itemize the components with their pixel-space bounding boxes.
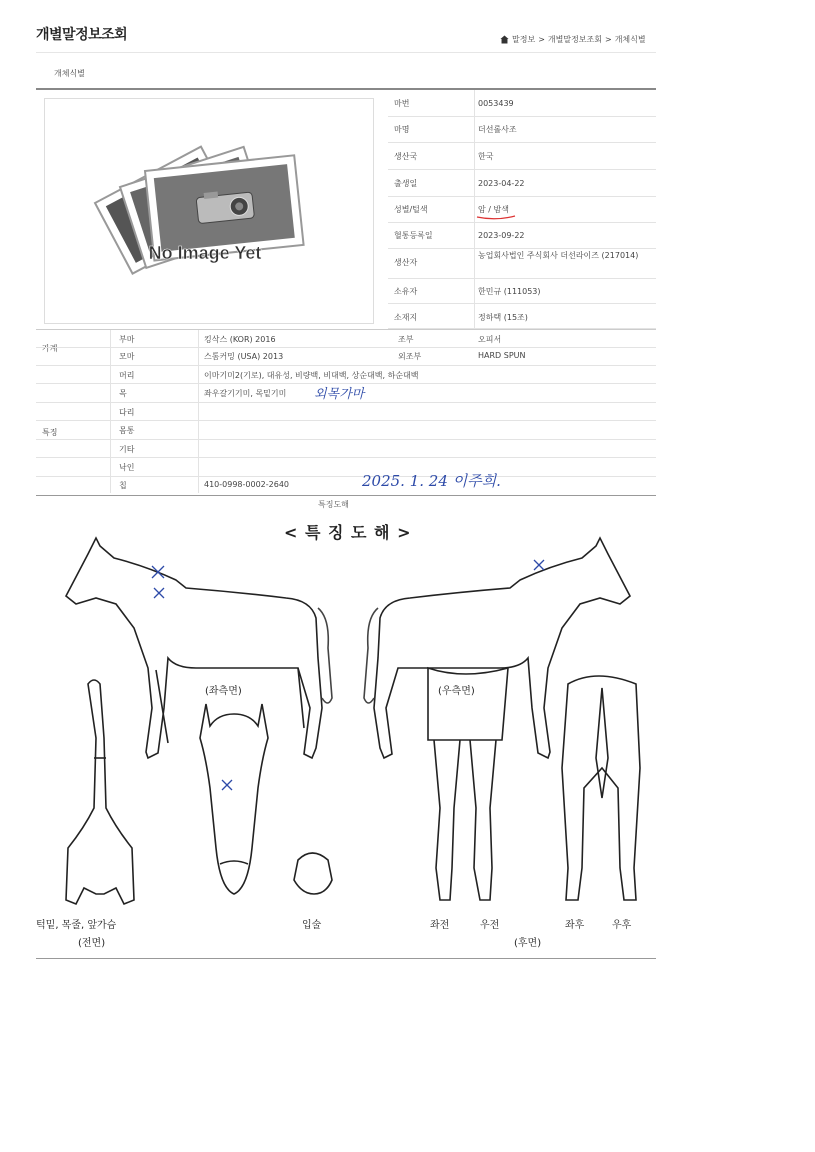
feature-label: 머리: [119, 371, 135, 380]
info-label: 생산국: [394, 152, 418, 161]
pedigree-group-label: 가계: [42, 344, 58, 353]
handwritten-date-signature: 2025. 1. 24 이주희.: [362, 472, 501, 490]
feature-label: 칩: [119, 481, 127, 490]
info-label: 출생일: [394, 179, 418, 188]
info-label: 마명: [394, 125, 410, 134]
feature-label: 다리: [119, 408, 135, 417]
breadcrumb-item-identification[interactable]: 개체식별: [614, 35, 646, 44]
home-icon[interactable]: [500, 35, 509, 44]
feature-row-brand: [36, 457, 656, 477]
feature-label: 기타: [119, 445, 135, 454]
pedigree-row-dam: [36, 347, 656, 366]
breadcrumb-separator: >: [538, 35, 545, 44]
horse-outline-drawings: [36, 508, 656, 958]
page-title: 개별말정보조회: [36, 27, 128, 43]
info-value: 한민규 (111053): [478, 287, 541, 296]
horse-lips-drawing: [294, 853, 332, 894]
info-label: 성별/털색: [394, 205, 428, 214]
info-row-location: [388, 303, 656, 329]
info-row-breeder: [388, 248, 656, 279]
horse-rear-view-drawing: [562, 676, 640, 900]
pedigree-value: 킹삭스 (KOR) 2016: [204, 335, 276, 344]
info-label: 혈통등록일: [394, 231, 433, 240]
no-image-text: No Image Yet: [148, 243, 262, 263]
left-side-label: (좌측면): [205, 686, 242, 697]
info-row-horse-name: [388, 116, 656, 143]
pedigree-value: HARD SPUN: [478, 351, 526, 360]
info-value: 2023-09-22: [478, 231, 525, 240]
feature-row-legs: [36, 402, 656, 421]
pedigree-label: 부마: [119, 335, 135, 344]
horse-front-view-drawing: [66, 680, 134, 904]
info-row-birth-date: [388, 169, 656, 197]
feature-label: 목: [119, 389, 127, 398]
horse-left-side-drawing: [66, 538, 332, 758]
info-value: 정하택 (15조): [478, 313, 528, 322]
rear-view-label: (후면): [514, 938, 542, 949]
feature-row-head: [36, 365, 656, 384]
horse-photo-placeholder: [44, 98, 374, 324]
breadcrumb: [500, 34, 646, 45]
info-value: 한국: [478, 152, 494, 161]
diagram-caption: 특징도해: [318, 500, 349, 509]
info-value: 더선롤사조: [478, 125, 517, 134]
feature-value: 이마기미2(기로), 대유성, 비량백, 비대백, 상순대백, 하순대백: [204, 371, 419, 380]
breadcrumb-separator: >: [605, 35, 612, 44]
feature-label: 낙인: [119, 463, 135, 472]
photo-stack-icon: [45, 99, 373, 323]
pedigree-label: 모마: [119, 352, 135, 361]
info-row-sex-color: [388, 196, 656, 223]
info-value: 암 / 밤색: [478, 205, 509, 214]
info-label: 마번: [394, 99, 410, 108]
pedigree-label: 외조부: [398, 352, 422, 361]
feature-label: 몸통: [119, 426, 135, 435]
info-value: 2023-04-22: [478, 179, 525, 188]
horse-face-drawing: [200, 704, 268, 894]
horse-forelegs-drawing: [428, 668, 508, 900]
horse-right-side-drawing: [364, 538, 630, 758]
breadcrumb-item-horse-info[interactable]: 말정보: [512, 35, 536, 44]
right-hind-label: 우후: [612, 920, 632, 931]
left-fore-label: 좌전: [430, 920, 450, 931]
info-label: 소유자: [394, 287, 418, 296]
breadcrumb-item-horse-lookup[interactable]: 개별말정보조회: [547, 35, 602, 44]
info-label: 소재지: [394, 313, 418, 322]
pedigree-value: 오피서: [478, 335, 502, 344]
feature-row-neck: [36, 383, 656, 403]
red-underline-mark: [476, 215, 516, 220]
tab-identification[interactable]: 개체식별: [54, 69, 85, 78]
lips-label: 입술: [302, 920, 322, 931]
front-parts-label: 턱밑, 목줄, 앞가슴: [36, 920, 117, 931]
feature-row-other: [36, 439, 656, 458]
pedigree-row-sire: [36, 330, 656, 348]
right-fore-label: 우전: [480, 920, 500, 931]
pedigree-label: 조부: [398, 335, 414, 344]
left-hind-label: 좌후: [565, 920, 585, 931]
info-row-registration-date: [388, 222, 656, 249]
blue-x-marks: [152, 560, 544, 790]
info-row-owner: [388, 278, 656, 304]
feature-row-body: [36, 420, 656, 440]
handwritten-neck-note: 외목가마: [314, 387, 365, 402]
info-label: 생산자: [394, 258, 418, 267]
feature-value: 410-0998-0002-2640: [204, 480, 290, 489]
right-side-label: (우측면): [438, 686, 475, 697]
info-row-country: [388, 142, 656, 170]
front-view-label: (전면): [78, 938, 106, 949]
diagram-title: < 특 징 도 해 >: [284, 523, 412, 542]
header-divider: [36, 52, 656, 53]
pedigree-value: 스톰커밍 (USA) 2013: [204, 352, 284, 361]
feature-row-chip: [36, 472, 656, 493]
info-row-horse-number: [388, 90, 656, 117]
feature-value: 좌우갈기기미, 목밑기미: [204, 389, 287, 398]
info-value: 0053439: [478, 99, 514, 108]
features-group-label: 특징: [42, 428, 58, 437]
info-value: 농업회사법인 주식회사 더선라이즈 (217014): [478, 251, 639, 260]
